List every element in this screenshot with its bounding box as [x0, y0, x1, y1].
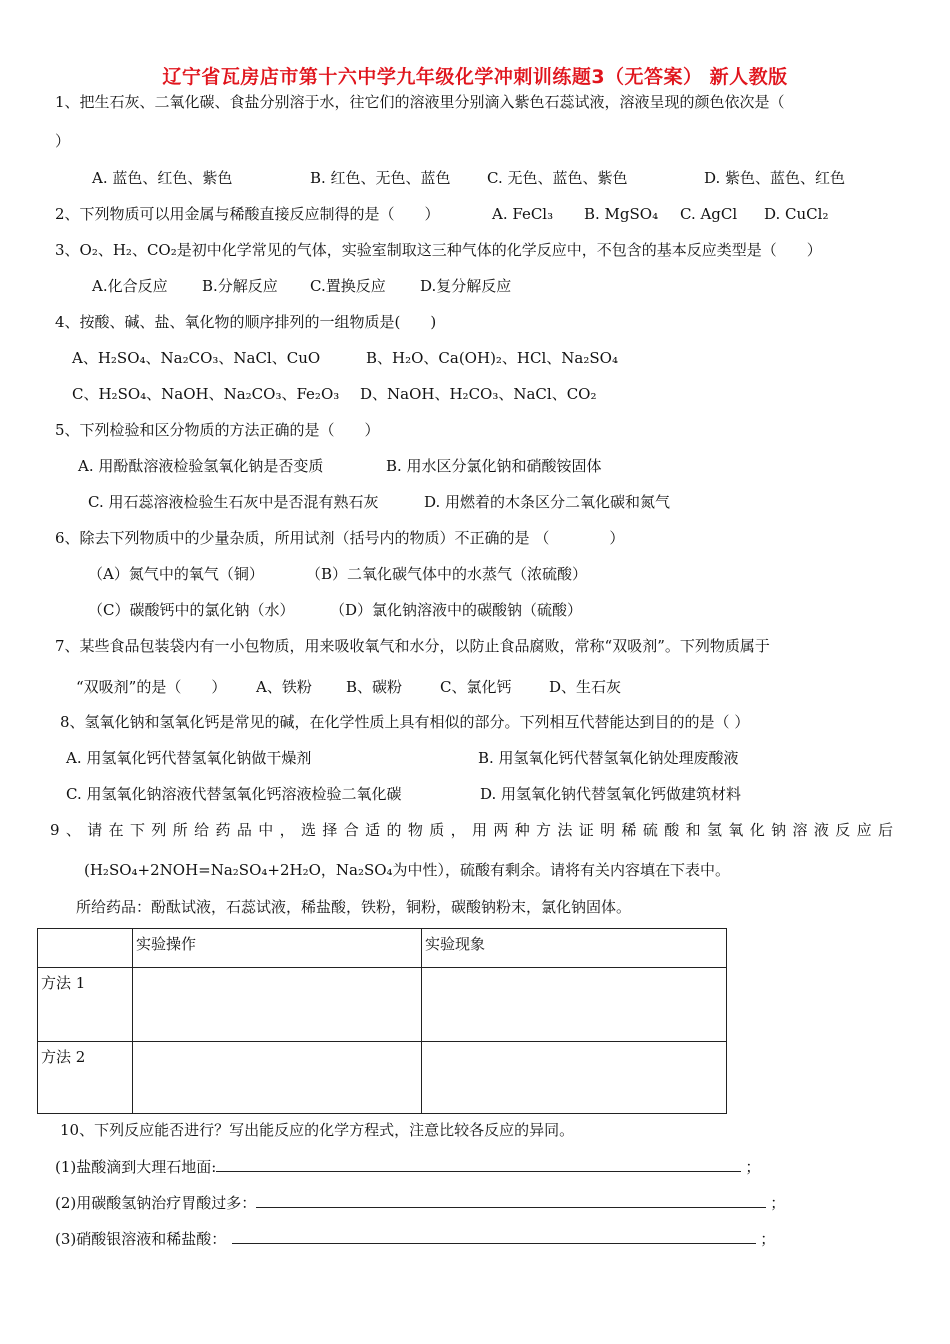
part-1-end-mark: ；: [745, 1158, 761, 1176]
table-corner-cell: [38, 929, 133, 968]
method-1-phenomenon-cell[interactable]: [422, 968, 727, 1042]
question-7-option-b: B、碳粉: [346, 678, 403, 696]
part-3-end-mark: ；: [760, 1230, 776, 1248]
question-10-part-1: [55, 1157, 760, 1177]
question-4-option-b: B、H₂O、Ca(OH)₂、HCl、Na₂SO₄: [366, 349, 618, 367]
method-2-phenomenon-cell[interactable]: [422, 1042, 727, 1114]
question-10-part-2: [55, 1193, 785, 1213]
question-1-option-b: B. 红色、无色、蓝色: [310, 169, 451, 187]
question-4-option-a: A、H₂SO₄、Na₂CO₃、NaCl、CuO: [72, 349, 321, 367]
question-5-option-b: B. 用水区分氯化钠和硝酸铵固体: [386, 457, 602, 475]
question-4-option-c: C、H₂SO₄、NaOH、Na₂CO₃、Fe₂O₃: [72, 385, 340, 403]
question-6-option-a: （A）氮气中的氧气（铜）: [88, 565, 264, 583]
question-9-stem: 9、请在下列所给药品中，选择合适的物质，用两种方法证明稀硫酸和氢氧化钠溶液反应后: [50, 821, 898, 839]
question-1-option-c: C. 无色、蓝色、紫色: [487, 169, 628, 187]
question-1-option-d: D. 紫色、蓝色、红色: [704, 169, 846, 187]
table-row-label-method-2: 方法 2: [38, 1042, 133, 1114]
question-6-option-d: （D）氯化钠溶液中的碳酸钠（硫酸）: [330, 601, 583, 619]
question-5-stem: 5、下列检验和区分物质的方法正确的是（ ）: [55, 421, 380, 439]
question-6-option-c: （C）碳酸钙中的氯化钠（水）: [88, 601, 295, 619]
question-2-option-b: B. MgSO₄: [584, 205, 659, 223]
table-header-operation: 实验操作: [133, 929, 422, 968]
question-8-option-b: B. 用氢氧化钙代替氢氧化钠处理废酸液: [478, 749, 739, 767]
question-2-option-c: C. AgCl: [680, 205, 738, 223]
question-1-option-a: A. 蓝色、红色、紫色: [92, 169, 233, 187]
question-5-option-d: D. 用燃着的木条区分二氧化碳和氮气: [424, 493, 671, 511]
question-6-option-b: （B）二氧化碳气体中的水蒸气（浓硫酸）: [306, 565, 588, 583]
question-9-reagents: 所给药品：酚酞试液，石蕊试液，稀盐酸，铁粉，铜粉，碳酸钠粉末，氯化钠固体。: [76, 898, 632, 916]
question-7-option-d: D、生石灰: [549, 678, 622, 696]
experiment-table: [37, 928, 727, 1114]
table-row: [38, 1042, 727, 1114]
question-3-option-a: A.化合反应: [92, 277, 168, 295]
question-1-stem: 1、把生石灰、二氧化碳、食盐分别溶于水，往它们的溶液里分别滴入紫色石蕊试液，溶液呈现的颜色依次是（: [55, 93, 785, 111]
question-2-option-d: D. CuCl₂: [764, 205, 829, 223]
question-5-option-a: A. 用酚酞溶液检验氢氧化钠是否变质: [78, 457, 324, 475]
method-2-operation-cell[interactable]: [133, 1042, 422, 1114]
table-row: [38, 968, 727, 1042]
question-3-option-c: C.置换反应: [310, 277, 386, 295]
question-4-stem: 4、按酸、碱、盐、氧化物的顺序排列的一组物质是( ): [55, 313, 437, 331]
part-2-answer-blank[interactable]: [256, 1193, 766, 1208]
part-3-label: (3)硝酸银溶液和稀盐酸：: [55, 1230, 227, 1248]
question-5-option-c: C. 用石蕊溶液检验生石灰中是否混有熟石灰: [88, 493, 379, 511]
question-9-equation-note: (H₂SO₄+2NOH=Na₂SO₄+2H₂O，Na₂SO₄为中性），硫酸有剩余。请将有关内容填在下表中。: [84, 861, 731, 879]
part-2-end-mark: ；: [770, 1194, 786, 1212]
question-10-stem: 10、下列反应能否进行？写出能反应的化学方程式，注意比较各反应的异同。: [60, 1121, 575, 1139]
part-1-label: (1)盐酸滴到大理石地面:: [55, 1158, 217, 1176]
question-3-option-b: B.分解反应: [202, 277, 278, 295]
question-7-stem: 7、某些食品包装袋内有一小包物质，用来吸收氧气和水分，以防止食品腐败，常称“双吸剂”。下列物质属于: [55, 637, 770, 655]
table-header-phenomenon: 实验现象: [422, 929, 727, 968]
question-2-option-a: A. FeCl₃: [492, 205, 554, 223]
question-1-close: ）: [55, 132, 71, 150]
question-8-option-c: C. 用氢氧化钠溶液代替氢氧化钙溶液检验二氧化碳: [66, 785, 402, 803]
question-8-option-d: D. 用氢氧化钠代替氢氧化钙做建筑材料: [480, 785, 742, 803]
question-7-option-a: A、铁粉: [256, 678, 312, 696]
question-8-stem: 8、氢氧化钠和氢氧化钙是常见的碱，在化学性质上具有相似的部分。下列相互代替能达到目的的是（ ）: [60, 713, 750, 731]
question-7-stem-continued: “双吸剂”的是（ ）: [76, 678, 227, 696]
question-3-stem: 3、O₂、H₂、CO₂是初中化学常见的气体，实验室制取这三种气体的化学反应中，不包含的基本反应类型是（ ）: [55, 241, 822, 259]
question-2-stem: 2、下列物质可以用金属与稀酸直接反应制得的是（ ）: [55, 205, 440, 223]
question-4-option-d: D、NaOH、H₂CO₃、NaCl、CO₂: [360, 385, 597, 403]
part-2-label: (2)用碳酸氢钠治疗胃酸过多：: [55, 1194, 257, 1212]
table-row-label-method-1: 方法 1: [38, 968, 133, 1042]
part-3-answer-blank[interactable]: [232, 1229, 756, 1244]
question-7-option-c: C、氯化钙: [440, 678, 512, 696]
question-6-stem: 6、除去下列物质中的少量杂质，所用试剂（括号内的物质）不正确的是 （ ）: [55, 529, 625, 547]
part-1-answer-blank[interactable]: [216, 1157, 741, 1172]
question-10-part-3: [55, 1229, 775, 1249]
question-8-option-a: A. 用氢氧化钙代替氢氧化钠做干燥剂: [66, 749, 312, 767]
page-title: 辽宁省瓦房店市第十六中学九年级化学冲刺训练题3（无答案） 新人教版: [162, 66, 788, 88]
question-3-option-d: D.复分解反应: [420, 277, 512, 295]
method-1-operation-cell[interactable]: [133, 968, 422, 1042]
